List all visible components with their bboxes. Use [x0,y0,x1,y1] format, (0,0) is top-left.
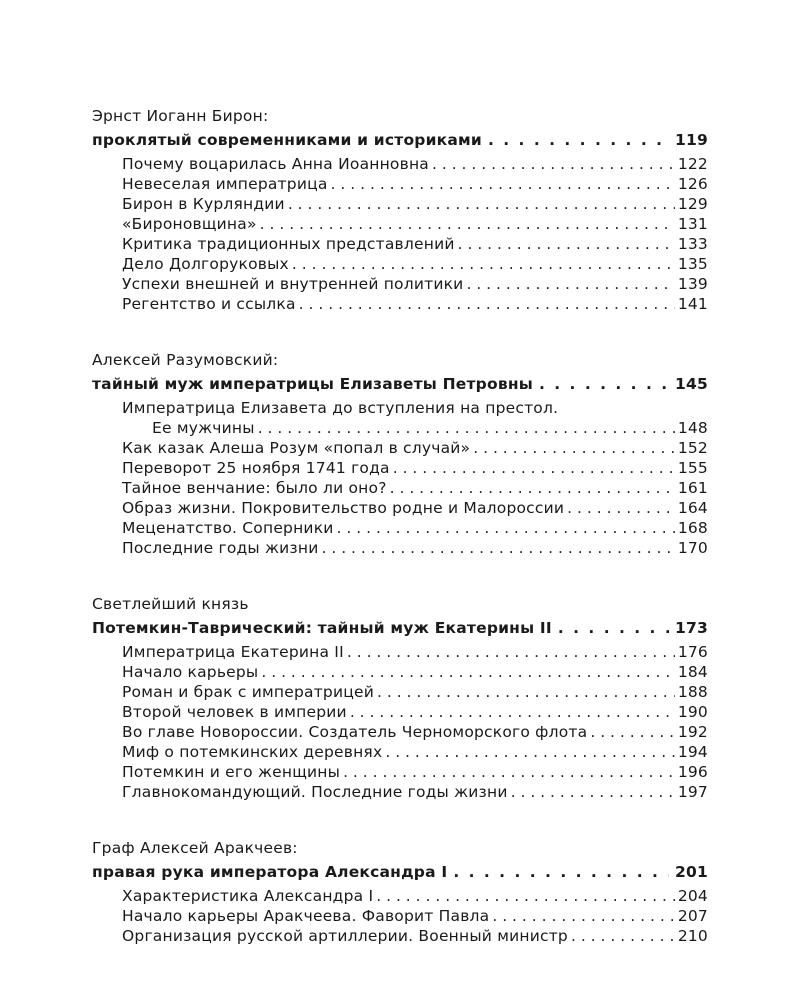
entry-page-number: 194 [677,743,708,761]
chapter-page-number: 145 [675,375,708,393]
toc-entry[interactable] [122,662,708,682]
entry-page-number: 148 [677,419,708,437]
toc-entry[interactable] [122,518,708,538]
dot-leader [337,518,675,538]
toc-entry[interactable] [122,742,708,762]
toc-entry[interactable] [122,498,708,518]
dot-leader [539,372,669,396]
toc-entry[interactable] [122,906,708,926]
chapter-page-number: 119 [675,131,708,149]
toc-entry[interactable] [122,478,708,498]
chapter-title-text: тайный муж императрицы Елизаветы Петровны [92,375,533,393]
dot-leader [567,498,675,518]
toc-entry[interactable] [122,254,708,274]
entry-text: Тайное венчание: было ли оно? [122,479,387,497]
entry-text: Во главе Новороссии. Создатель Черноморского флота [122,723,588,741]
entry-page-number: 197 [677,783,708,801]
toc-entry[interactable] [122,194,708,214]
chapter-page-number: 173 [675,619,708,637]
chapter-title-line2[interactable] [92,860,708,884]
chapter-section [92,592,708,802]
entry-text-line1: Императрица Елизавета до вступления на престол. [122,399,559,417]
dot-leader [258,418,675,438]
entry-text: Императрица Екатерина II [122,643,344,661]
toc-entry[interactable] [122,782,708,802]
dot-leader [376,886,675,906]
dot-leader [292,254,675,274]
entry-page-number: 192 [677,723,708,741]
dot-leader [453,860,669,884]
entry-text: Меценатство. Соперники [122,519,334,537]
chapter-entries [92,642,708,802]
dot-leader [322,538,675,558]
dot-leader [350,702,675,722]
dot-leader [385,742,674,762]
entry-text: Образ жизни. Покровительство родне и Малороссии [122,499,565,517]
entry-page-number: 164 [677,499,708,517]
entry-text: Как казак Алеша Розум «попал в случай» [122,439,471,457]
entry-page-number: 204 [677,887,708,905]
entry-page-number: 168 [677,519,708,537]
entry-text: Дело Долгоруковых [122,255,289,273]
entry-page-number: 122 [677,155,708,173]
chapter-title-text: Потемкин-Таврический: тайный муж Екатерины II [92,619,552,637]
entry-page-number: 176 [677,643,708,661]
entry-text: Роман и брак с императрицей [122,683,374,701]
entry-text: Последние годы жизни [122,539,319,557]
toc-entry[interactable] [122,274,708,294]
entry-text: Миф о потемкинских деревнях [122,743,383,761]
entry-text: Характеристика Александра I [122,887,374,905]
dot-leader [260,214,675,234]
entry-text: «Бироновщина» [122,215,257,233]
entry-text: Критика традиционных представлений [122,235,455,253]
toc-entry[interactable] [122,702,708,722]
entry-page-number: 129 [677,195,708,213]
chapter-title-text: правая рука императора Александра I [92,863,448,881]
toc-entry[interactable] [122,154,708,174]
dot-leader [343,762,675,782]
dot-leader [432,154,675,174]
dot-leader [488,128,669,152]
entry-page-number: 207 [677,907,708,925]
entry-text: Второй человек в империи [122,703,347,721]
toc-entry[interactable] [122,886,708,906]
entry-page-number: 135 [677,255,708,273]
entry-text: Бирон в Курляндии [122,195,285,213]
dot-leader [492,906,674,926]
toc-entry[interactable] [122,762,708,782]
chapter-entries [92,154,708,314]
toc-entry[interactable] [122,214,708,234]
dot-leader [590,722,674,742]
entry-page-number: 152 [677,439,708,457]
toc-entry[interactable] [122,438,708,458]
entry-text: Начало карьеры Аракчеева. Фаворит Павла [122,907,490,925]
chapter-title-line2[interactable] [92,372,708,396]
dot-leader [393,458,675,478]
chapter-title-line1: Светлейший князь [92,595,249,613]
toc-entry[interactable] [122,418,708,438]
dot-leader [466,274,674,294]
chapter-title-text: проклятый современниками и историками [92,131,482,149]
entry-page-number: 141 [677,295,708,313]
dot-leader [347,642,675,662]
toc-entry[interactable] [122,642,708,662]
chapter-title-line1: Граф Алексей Аракчеев: [92,839,298,857]
entry-page-number: 155 [677,459,708,477]
toc-entry[interactable] [122,174,708,194]
dot-leader [511,782,675,802]
entry-page-number: 131 [677,215,708,233]
chapter-page-number: 201 [675,863,708,881]
toc-entry[interactable] [122,294,708,314]
entry-page-number: 196 [677,763,708,781]
entry-text: Начало карьеры [122,663,259,681]
entry-page-number: 210 [677,927,708,945]
entry-text: Ее мужчины [152,419,255,437]
dot-leader [390,478,675,498]
chapter-title-line2[interactable] [92,616,708,640]
chapter-entries [92,398,708,558]
entry-text: Переворот 25 ноября 1741 года [122,459,390,477]
dot-leader [558,616,669,640]
entry-text: Невеселая императрица [122,175,328,193]
chapter-title-line2[interactable] [92,128,708,152]
entry-page-number: 161 [677,479,708,497]
dot-leader [299,294,675,314]
entry-text: Организация русской артиллерии. Военный министр [122,927,568,945]
toc-entry[interactable] [122,926,708,946]
chapter-title-line1: Эрнст Иоганн Бирон: [92,107,269,125]
table-of-contents [92,104,708,980]
toc-entry[interactable] [122,722,708,742]
entry-page-number: 139 [677,275,708,293]
entry-page-number: 133 [677,235,708,253]
entry-page-number: 126 [677,175,708,193]
chapter-section [92,104,708,314]
dot-leader [261,662,674,682]
toc-entry[interactable] [122,458,708,478]
entry-text: Почему воцарилась Анна Иоанновна [122,155,429,173]
entry-page-number: 184 [677,663,708,681]
toc-entry[interactable] [122,682,708,702]
dot-leader [288,194,675,214]
dot-leader [473,438,675,458]
dot-leader [571,926,675,946]
dot-leader [377,682,675,702]
toc-entry[interactable] [122,234,708,254]
toc-entry[interactable] [122,538,708,558]
entry-page-number: 190 [677,703,708,721]
entry-page-number: 188 [677,683,708,701]
dot-leader [331,174,675,194]
entry-page-number: 170 [677,539,708,557]
chapter-section [92,836,708,946]
entry-text: Успехи внешней и внутренней политики [122,275,464,293]
entry-text: Регентство и ссылка [122,295,296,313]
entry-text: Главнокомандующий. Последние годы жизни [122,783,508,801]
chapter-section [92,348,708,558]
chapter-title-line1: Алексей Разумовский: [92,351,279,369]
entry-text: Потемкин и его женщины [122,763,341,781]
dot-leader [458,234,675,254]
chapter-entries [92,886,708,946]
